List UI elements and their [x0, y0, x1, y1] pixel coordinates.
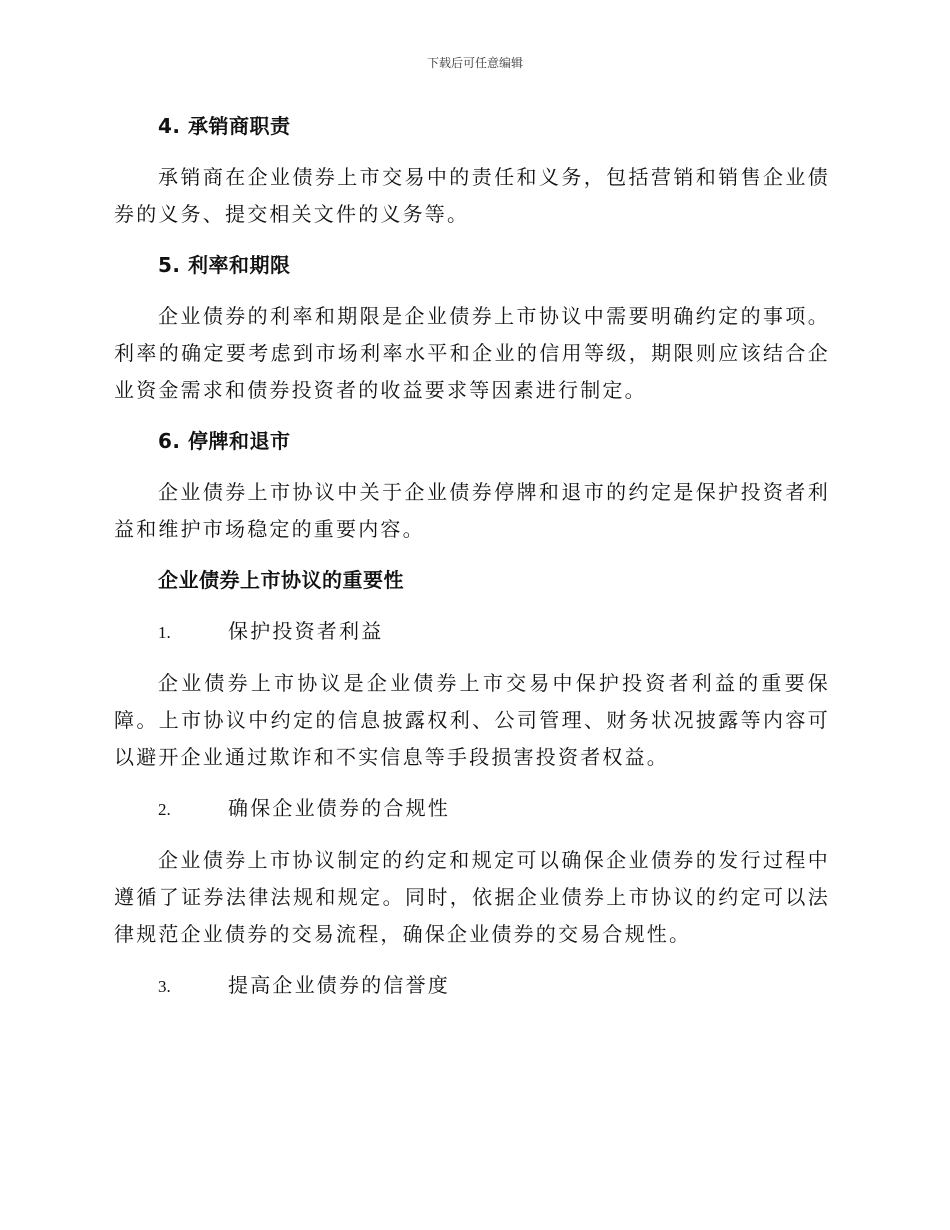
item-number: 3.	[158, 977, 171, 996]
item-title: 保护投资者利益	[228, 619, 384, 643]
numbered-item-3	[114, 967, 830, 1005]
document-body	[114, 108, 830, 1019]
page-header-note: 下载后可任意编辑	[426, 56, 523, 70]
paragraph-item-2: 企业债券上市协议制定的约定和规定可以确保企业债券的发行过程中遵循了证券法律法规和规定。同时，依据企业债券上市协议的约定可以法律规范企业债券的交易流程，确保企业债券的交易合规性。	[114, 848, 830, 946]
item-title: 提高企业债券的信誉度	[228, 973, 450, 997]
item-number: 2.	[158, 800, 171, 819]
numbered-item-2	[114, 790, 830, 828]
section-heading-importance: 企业债券上市协议的重要性	[158, 568, 404, 592]
section-heading-underwriter: 4. 承销商职责	[158, 114, 291, 138]
item-number: 1.	[158, 623, 171, 642]
paragraph-underwriter: 承销商在企业债券上市交易中的责任和义务，包括营销和销售企业债券的义务、提交相关文件的义务等。	[114, 165, 830, 226]
section-heading-suspension: 6. 停牌和退市	[158, 429, 291, 453]
numbered-item-1	[114, 613, 830, 651]
section-heading-rate-term: 5. 利率和期限	[158, 253, 291, 277]
paragraph-suspension: 企业债券上市协议中关于企业债券停牌和退市的约定是保护投资者利益和维护市场稳定的重要内容。	[114, 480, 830, 541]
item-title: 确保企业债券的合规性	[228, 796, 450, 820]
paragraph-item-1: 企业债券上市协议是企业债券上市交易中保护投资者利益的重要保障。上市协议中约定的信息披露权利、公司管理、财务状况披露等内容可以避开企业通过欺诈和不实信息等手段损害投资者权益。	[114, 671, 830, 769]
paragraph-rate-term: 企业债券的利率和期限是企业债券上市协议中需要明确约定的事项。利率的确定要考虑到市场利率水平和企业的信用等级，期限则应该结合企业资金需求和债券投资者的收益要求等因素进行制定。	[114, 304, 830, 402]
